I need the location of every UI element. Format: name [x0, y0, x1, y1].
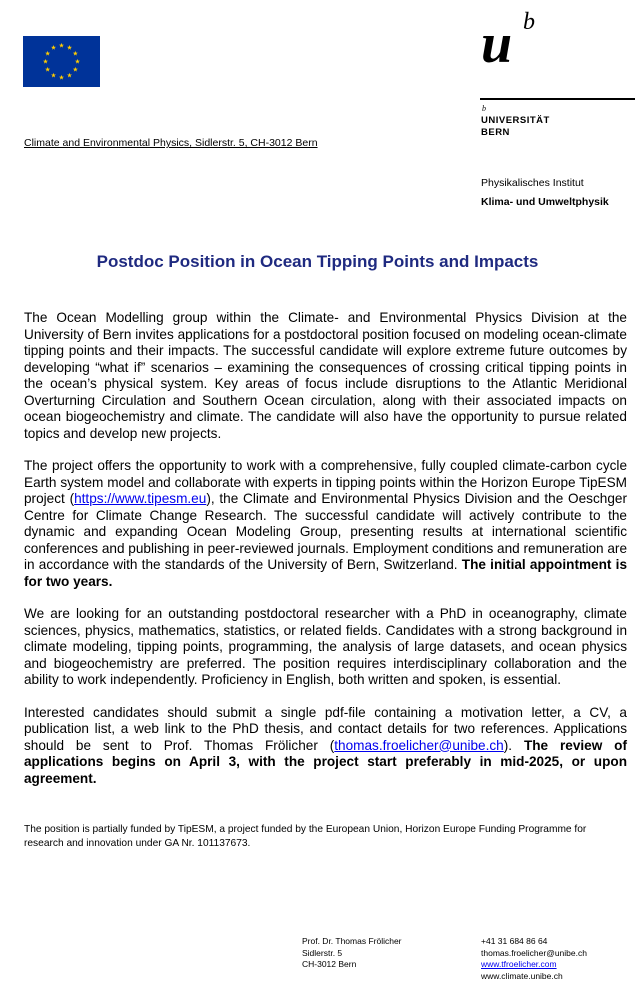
footer-city: CH-3012 Bern — [302, 959, 357, 969]
eu-star-icon — [59, 75, 64, 80]
eu-star-icon — [51, 45, 56, 50]
footer-website-link[interactable]: www.tfroelicher.com — [481, 959, 557, 969]
eu-star-icon — [73, 67, 78, 72]
university-logo-u: u — [481, 13, 513, 75]
paragraph-requirements: We are looking for an outstanding postdoctoral researcher with a PhD in oceanography, climate sciences, physics, mathematics, statistics, or related fields. Candidates with a strong background in climate modeling, tipping points, programming, the analysis of large datasets, and ocean physics and biogeochemistry are preferred. The position requires interdisciplinary collaboration and the ability to work independently. Proficiency in English, both written and spoken, is essential. — [24, 606, 627, 687]
university-small-b: b — [482, 104, 486, 113]
paragraph-application-text-2: ). — [503, 737, 524, 753]
paragraph-project-text-2: ), the Climate and Environmental Physics Division and the Oeschger Centre for Climate Change Research. The successful candidate will actively contribute to the dynamic and expanding Ocean Modeling Group, presenting results at international scientific conferences and publishing in peer-reviewed journals. Employment conditions and remuneration are in accordance with the standards of the University of Bern, Switzerland. — [24, 491, 628, 572]
eu-star-icon — [51, 73, 56, 78]
paragraph-application-text-1: Interested candidates should submit a single pdf-file containing a motivation letter, a CV, a publication list, a web link to the PhD thesis, and contact details for two references. Applications should be sent to Prof. Thomas Frölicher ( — [24, 704, 627, 753]
footer-address — [302, 936, 402, 971]
institute-name: Physikalisches Institut — [481, 177, 584, 189]
eu-star-icon — [75, 59, 80, 64]
eu-star-icon — [43, 59, 48, 64]
page-title: Postdoc Position in Ocean Tipping Points and Impacts — [96, 252, 539, 271]
university-rule — [480, 98, 635, 100]
sender-address: Climate and Environmental Physics, Sidlerstr. 5, CH-3012 Bern — [24, 137, 318, 149]
university-logo-b: b — [523, 9, 535, 35]
paragraph-project — [24, 458, 627, 590]
paragraph-application — [24, 705, 627, 788]
eu-star-icon — [59, 43, 64, 48]
paragraph-project-text-1: The project offers the opportunity to work with a comprehensive, fully coupled climate-carbon cycle Earth system model and collaborate with experts in tipping points within the Horizon Europe TipESM project ( — [24, 458, 627, 506]
university-logo — [481, 9, 541, 75]
eu-star-icon — [45, 51, 50, 56]
university-city: BERN — [481, 127, 510, 138]
footer-street: Sidlerstr. 5 — [302, 947, 343, 958]
footer-name: Prof. Dr. Thomas Frölicher — [302, 936, 402, 946]
footer-email: thomas.froelicher@unibe.ch — [481, 947, 587, 958]
eu-flag-logo — [23, 36, 100, 87]
footer-contact — [481, 936, 587, 982]
tipesm-link[interactable]: https://www.tipesm.eu — [74, 491, 207, 506]
university-name: UNIVERSITÄT — [481, 115, 550, 126]
paragraph-application-bold: The review of applications begins on April 3, with the project start preferably in mid-2025, or upon agreement. — [24, 737, 627, 786]
paragraph-intro: The Ocean Modelling group within the Climate- and Environmental Physics Division at the University of Bern invites applications for a postdoctoral position focused on modeling ocean-climate tipping points and their impacts. The successful candidate will explore extreme future outcomes by developing “what if” scenarios – examining the consequences of crossing critical tipping points in the ocean’s physical system. Key areas of focus include disruptions to the Atlantic Meridional Overturning Circulation and Southern Ocean circulation, along with their associated impacts on ocean biogeochemistry and climate. The candidate will also have the opportunity to pursue related topics and develop new projects. — [24, 310, 627, 441]
eu-star-icon — [73, 51, 78, 56]
letter-body — [24, 310, 627, 803]
department-name: Klima- und Umweltphysik — [481, 196, 609, 208]
contact-email-link[interactable]: thomas.froelicher@unibe.ch — [334, 737, 504, 753]
eu-stars-icon — [23, 36, 100, 87]
eu-star-icon — [45, 67, 50, 72]
footer-phone: +41 31 684 86 64 — [481, 936, 548, 946]
eu-star-icon — [67, 73, 72, 78]
paragraph-project-bold: The initial appointment is for two years. — [24, 557, 628, 589]
eu-star-icon — [67, 45, 72, 50]
funding-note: The position is partially funded by TipESM, a project funded by the European Union, Horizon Europe Funding Programme for research and innovation under GA Nr. 101137673. — [24, 824, 587, 849]
footer-climate-site: www.climate.unibe.ch — [481, 970, 563, 981]
